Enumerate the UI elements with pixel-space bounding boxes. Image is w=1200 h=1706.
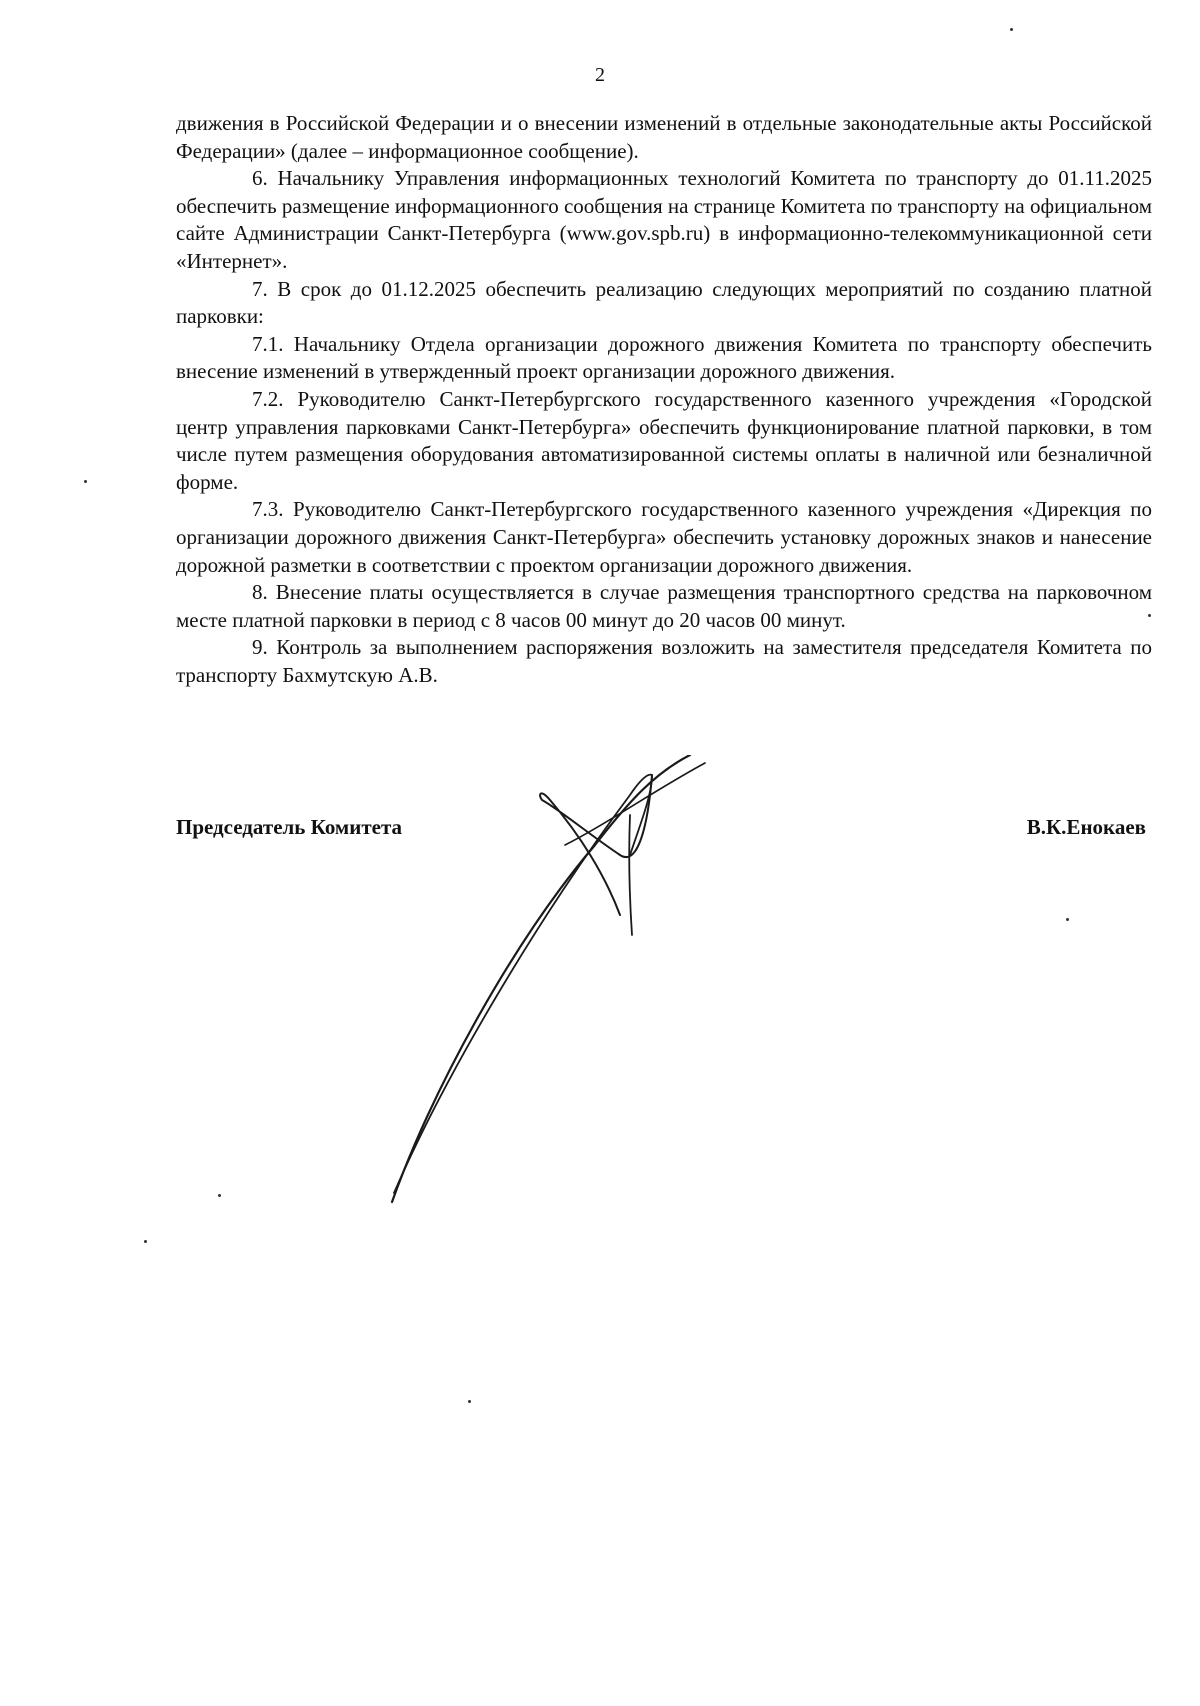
signature-return-stroke [394, 775, 652, 1193]
paragraph-item-8: 8. Внесение платы осуществляется в случае размещения транспортного средства на парковочном месте платной парковки в период с 8 часов 00 минут до 20 часов 00 минут. [176, 580, 1152, 632]
page-number: 2 [595, 64, 605, 86]
paragraph-item-7-1: 7.1. Начальнику Отдела организации дорожного движения Комитета по транспорту обеспечить внесение изменений в утвержденный проект организации дорожного движения. [176, 331, 1152, 384]
signatory-position: Председатель Комитета [176, 815, 403, 839]
scan-speck [1010, 28, 1013, 31]
scan-speck [1066, 918, 1069, 921]
signature-cross-stroke [565, 763, 705, 845]
paragraph-item-7: 7. В срок до 01.12.2025 обеспечить реализацию следующих мероприятий по созданию платной парковки: [176, 276, 1152, 329]
scan-speck [144, 1240, 147, 1243]
scan-speck [468, 1400, 471, 1403]
paragraph-item-9: 9. Контроль за выполнением распоряжения возложить на заместителя председателя Комитета по транспорту Бахмутскую А.В. [176, 635, 1152, 687]
signature-tail-stroke [629, 815, 632, 935]
scan-speck [84, 480, 87, 483]
paragraph-item-7-3: 7.3. Руководителю Санкт-Петербургского государственного казенного учреждения «Дирекция по организации дорожного движения Санкт-Петербурга» обеспечить установку дорожных знаков и нанесение дорожной разметки в соответствии с проектом организации дорожного движения. [176, 497, 1152, 577]
scan-speck [1148, 614, 1151, 617]
handwritten-signature [390, 755, 770, 1215]
paragraph-item-6: 6. Начальнику Управления информационных технологий Комитета по транспорту до 01.11.2025 обеспечить размещение информационного сообщения на странице Комитета по транспорту на официальном сайте Администрации Санкт-Петербурга (www.gov.spb.ru) в информационно-телекоммуникационной сети «Интернет». [176, 166, 1152, 273]
document-body [176, 110, 1152, 689]
paragraph-item-7-2: 7.2. Руководителю Санкт-Петербургского государственного казенного учреждения «Городской центр управления парковками Санкт-Петербурга» обеспечить функционирование платной парковки, в том числе путем размещения оборудования автоматизированной системы оплаты в наличной или безналичной форме. [176, 386, 1152, 494]
paragraph-continuation: движения в Российской Федерации и о внесении изменений в отдельные законодательные акты Российской Федерации» (далее – информационное сообщение). [176, 111, 1152, 163]
scan-speck [218, 1194, 221, 1197]
signatory-name: В.К.Енокаев [1026, 815, 1146, 839]
